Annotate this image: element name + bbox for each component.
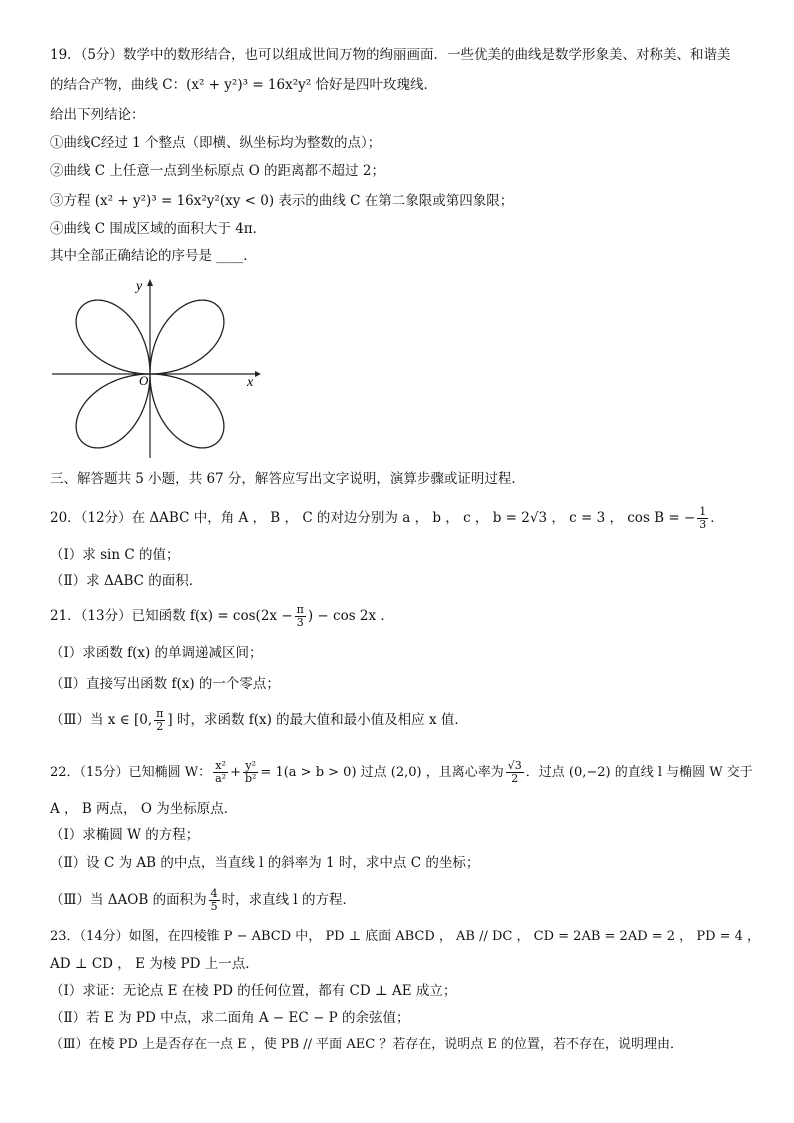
q20-stem (50, 506, 724, 531)
q23-line1: 23．（14分）如图，在四棱锥 P − ABCD 中， PD ⊥ 底面 ABCD ， AB // DC ， CD = 2AB = 2AD = 2 ， PD = 4 ， (50, 929, 761, 944)
x-axis-label: x (247, 375, 254, 390)
y-axis-arrow-icon (147, 279, 153, 286)
origin-label: O (139, 373, 149, 388)
q21-fraction (295, 604, 306, 629)
q19-given: 给出下列结论： (50, 107, 145, 123)
q23-line2: AD ⊥ CD ， E 为棱 PD 上一点． (50, 956, 259, 972)
q22-plus: + (230, 765, 241, 780)
q19-line2: 的结合产物，曲线 C：(x² + y²)³ = 16x²y² 恰好是四叶玫瑰线． (50, 77, 437, 93)
q22-frac-x-num: x² (213, 760, 228, 773)
q22-p3-fraction (209, 888, 220, 913)
q20-fraction (697, 506, 708, 531)
q21-frac-num: π (296, 603, 304, 616)
q22-line2: A ， B 两点， O 为坐标原点． (50, 801, 238, 817)
q21-frac-den: 3 (296, 616, 304, 629)
q22-frac-y-num: y² (243, 760, 258, 773)
q19-conclusion-1: ①曲线C经过 1 个整点（即横、纵坐标均为整数的点）； (50, 135, 382, 151)
q19-line1: 19．（5分）数学中的数形结合，也可以组成世间万物的绚丽画面．一些优美的曲线是数学形象美、对称美、和谐美 (50, 47, 731, 63)
q22-frac-e-num: √3 (507, 759, 522, 772)
q22-stem (50, 760, 753, 785)
q22-frac-y-den: b² (244, 772, 257, 785)
q22-p3-frac-den: 5 (210, 900, 218, 913)
q22-p3-head: （Ⅲ）当 ΔAOB 的面积为 (50, 892, 207, 908)
q21-p3-frac-den: 2 (156, 720, 164, 733)
y-axis-label: y (136, 279, 143, 294)
q21-part-2: （Ⅱ）直接写出函数 f(x) 的一个零点； (50, 676, 280, 692)
q22-frac-x (213, 760, 228, 785)
q22-part-1: （Ⅰ）求椭圆 W 的方程； (50, 827, 200, 843)
q21-p3-fraction (154, 708, 165, 733)
q20-part-1: （Ⅰ）求 sin C 的值； (50, 547, 180, 563)
q20-head: 20．（12分）在 ΔABC 中，角 A ， B ， C 的对边分别为 a ， b ， c ， b = 2√3 ， c = 3 ， cos B = − (50, 510, 696, 526)
q22-p3-frac-num: 4 (210, 887, 218, 900)
q22-tail: ．过点 (0,−2) 的直线 l 与椭圆 W 交于 (525, 765, 753, 780)
q21-part-3 (50, 708, 468, 733)
q22-frac-y (243, 760, 258, 785)
q23-part-2: （Ⅱ）若 E 为 PD 中点，求二面角 A − EC − P 的余弦值； (50, 1010, 410, 1026)
q21-stem (50, 604, 394, 629)
rose-curve-figure (50, 278, 265, 460)
q22-frac-e-den: 2 (511, 772, 519, 785)
q19-conclusion-4: ④曲线 C 围成区域的面积大于 4π． (50, 221, 267, 237)
q20-part-2: （Ⅱ）求 ΔABC 的面积． (50, 573, 203, 589)
q19-question: 其中全部正确结论的序号是 ____． (50, 248, 257, 264)
q21-part-1: （Ⅰ）求函数 f(x) 的单调递减区间； (50, 645, 263, 661)
q20-frac-den: 3 (699, 518, 707, 531)
q21-tail: ) − cos 2x ． (307, 608, 394, 624)
q23-part-3: （Ⅲ）在棱 PD 上是否存在一点 E ，使 PB // 平面 AEC ？若存在，说明点 E 的位置，若不存在，说明理由． (50, 1037, 684, 1052)
q20-frac-num: 1 (699, 505, 707, 518)
x-axis-arrow-icon (255, 371, 261, 377)
q21-p3-tail: ] 时，求函数 f(x) 的最大值和最小值及相应 x 值． (167, 712, 468, 728)
q21-head: 21．（13分）已知函数 f(x) = cos(2x − (50, 608, 293, 624)
q21-p3-frac-num: π (156, 707, 164, 720)
q22-frac-x-den: a² (215, 772, 227, 785)
section-3-heading: 三、解答题共 5 小题，共 67 分，解答应写出文字说明，演算步骤或证明过程． (50, 471, 525, 487)
q22-part-3 (50, 888, 356, 913)
q23-part-1: （Ⅰ）求证：无论点 E 在棱 PD 的任何位置，都有 CD ⊥ AE 成立； (50, 983, 457, 999)
q20-end: ． (710, 510, 724, 526)
q21-p3-head: （Ⅲ）当 x ∈ [0, (50, 712, 153, 728)
q22-frac-e (506, 760, 524, 785)
q19-conclusion-2: ②曲线 C 上任意一点到坐标原点 O 的距离都不超过 2； (50, 163, 385, 179)
q22-mid: = 1(a > b > 0) 过点 (2,0) ，且离心率为 (260, 765, 504, 780)
q22-part-2: （Ⅱ）设 C 为 AB 的中点，当直线 l 的斜率为 1 时，求中点 C 的坐标； (50, 855, 480, 871)
q22-p3-tail: 时，求直线 l 的方程． (221, 892, 356, 908)
q22-head: 22．（15分）已知椭圆 W： (50, 765, 212, 780)
q19-conclusion-3: ③方程 (x² + y²)³ = 16x²y²(xy < 0) 表示的曲线 C 在第二象限或第四象限； (50, 193, 514, 209)
